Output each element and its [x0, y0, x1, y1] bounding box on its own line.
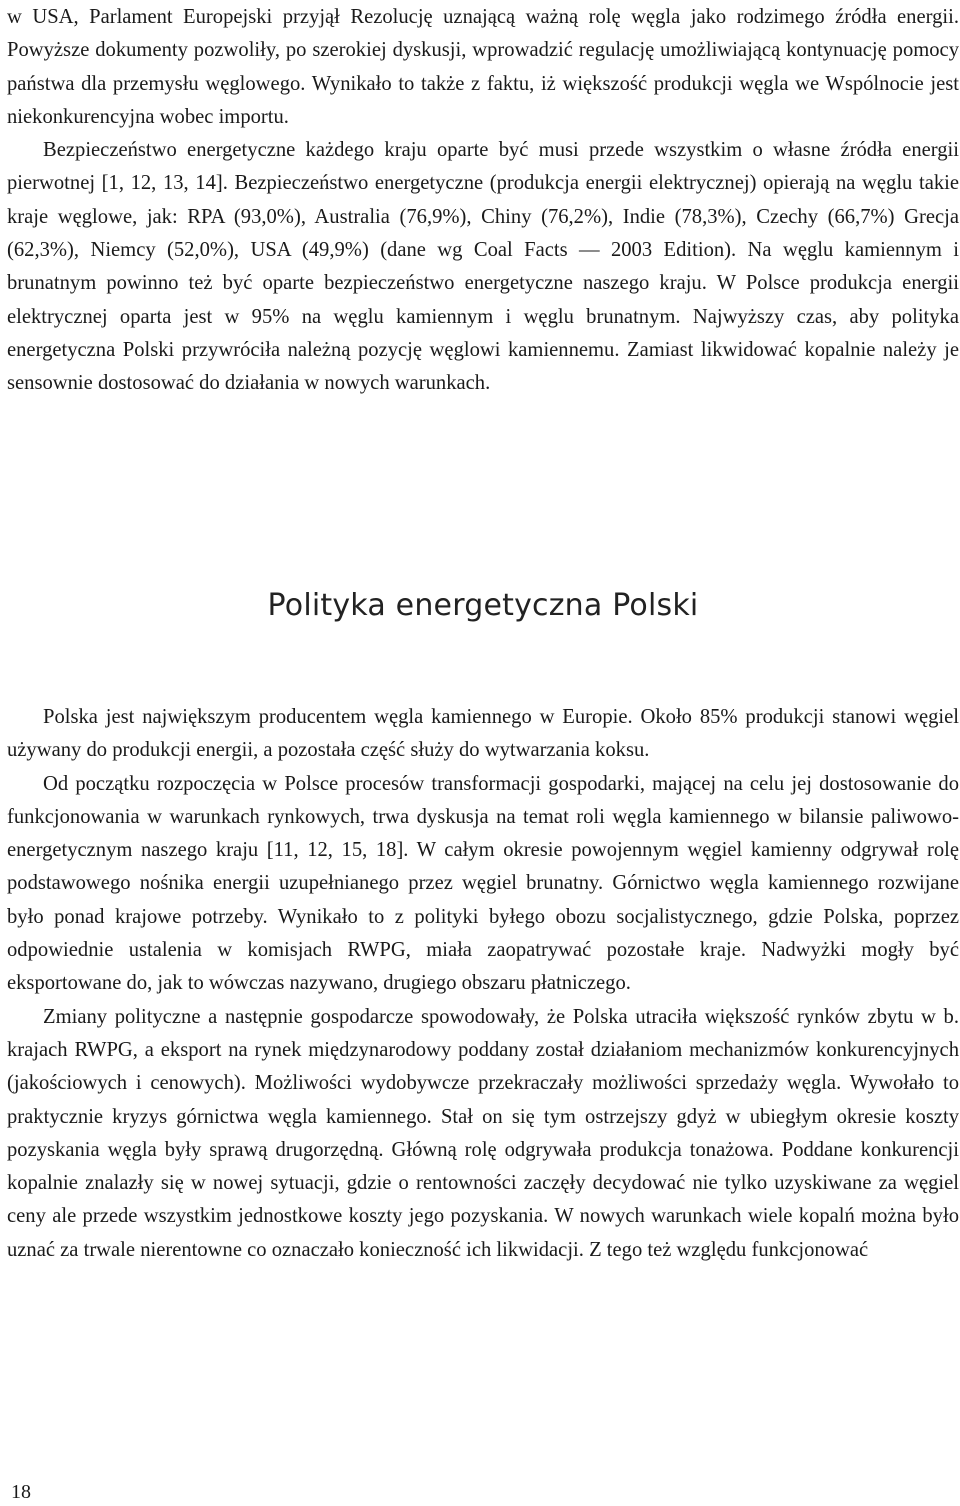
paragraph-continued: w USA, Parlament Europejski przyjął Rezolucję uznającą ważną rolę węgla jako rodzimego źródła energii. Powyższe dokumenty pozwoliły, po szerokiej dyskusji, wprowadzić regulację umożliwiającą kontynuację pomocy państwa dla przemysłu węglowego. Wynikało to także z faktu, iż większość produkcji węgla we Wspólnocie jest niekonkurencyjna wobec importu. — [7, 6, 959, 128]
paragraph-political-changes: Zmiany polityczne a następnie gospodarcze spowodowały, że Polska utraciła większość rynków zbytu w b. krajach RWPG, a eksport na rynek międzynarodowy poddany został działaniom mechanizmów konkurencyjnych (jakościowych i cenowych). Możliwości wydobywcze przekraczały możliwości sprzedaży węgla. Wywołało to praktycznie kryzys górnictwa węgla kamiennego. Stał on się tym ostrzejszy gdyż w ubiegłym okresie koszty pozyskania węgla były sprawą drugorzędną. Główną rolę odgrywała produkcja tonażowa. Poddane konkurencji kopalnie znalazły się w nowej sytuacji, gdzie o rentowności zaczęły decydować nie tylko uzyskiwane za węgiel ceny ale przede wszystkim jednostkowe koszty jego pozyskania. W nowych warunkach wiele kopalń można było uznać za trwale nierentowne co oznaczało konieczność ich likwidacji. Z tego też względu funkcjonować — [7, 1005, 959, 1261]
section-text-block — [7, 701, 959, 1267]
intro-text-block — [7, 1, 959, 401]
paragraph-transformation: Od początku rozpoczęcia w Polsce procesów transformacji gospodarki, mającej na celu jej dostosowanie do funkcjonowania w warunkach rynkowych, trwa dyskusja na temat roli węgla kamiennego w bilansie paliwowo-energetycznym naszego kraju [11, 12, 15, 18]. W całym okresie powojennym węgiel kamienny odgrywał rolę podstawowego nośnika energii uzupełnianego przez węgiel brunatny. Górnictwo węgla kamiennego rozwijane było ponad krajowe potrzeby. Wynikało to z polityki byłego obozu socjalistycznego, gdzie Polska, poprzez odpowiednie ustalenia w komisjach RWPG, miała zaopatrywać pozostałe kraje. Nadwyżki mogły być eksportowane do, jak to wówczas nazywano, drugiego obszaru płatniczego. — [7, 772, 959, 995]
paragraph-energy-security: Bezpieczeństwo energetyczne każdego kraju oparte być musi przede wszystkim o własne źródła energii pierwotnej [1, 12, 13, 14]. Bezpieczeństwo energetyczne (produkcja energii elektrycznej) opierają na węglu takie kraje węglowe, jak: RPA (93,0%), Australia (76,9%), Chiny (76,2%), Indie (78,3%), Czechy (66,7%) Grecja (62,3%), Niemcy (52,0%), USA (49,9%) (dane wg Coal Facts — 2003 Edition). Na węglu kamiennym i brunatnym powinno też być oparte bezpieczeństwo energetyczne naszego kraju. W Polsce produkcja energii elektrycznej oparta jest w 95% na węglu kamiennym i węglu brunatnym. Najwyższy czas, aby polityka energetyczna Polski przywróciła należną pozycję węglowi kamiennemu. Zamiast likwidować kopalnie należy je sensownie dostosować do działania w nowych warunkach. — [7, 139, 959, 395]
page-number: 18 — [11, 1481, 31, 1503]
paragraph-largest-producer: Polska jest największym producentem węgla kamiennego w Europie. Około 85% produkcji stanowi węgiel używany do produkcji energii, a pozostała część służy do wytwarzania koksu. — [7, 706, 959, 762]
section-heading: Polityka energetyczna Polski — [267, 588, 699, 623]
